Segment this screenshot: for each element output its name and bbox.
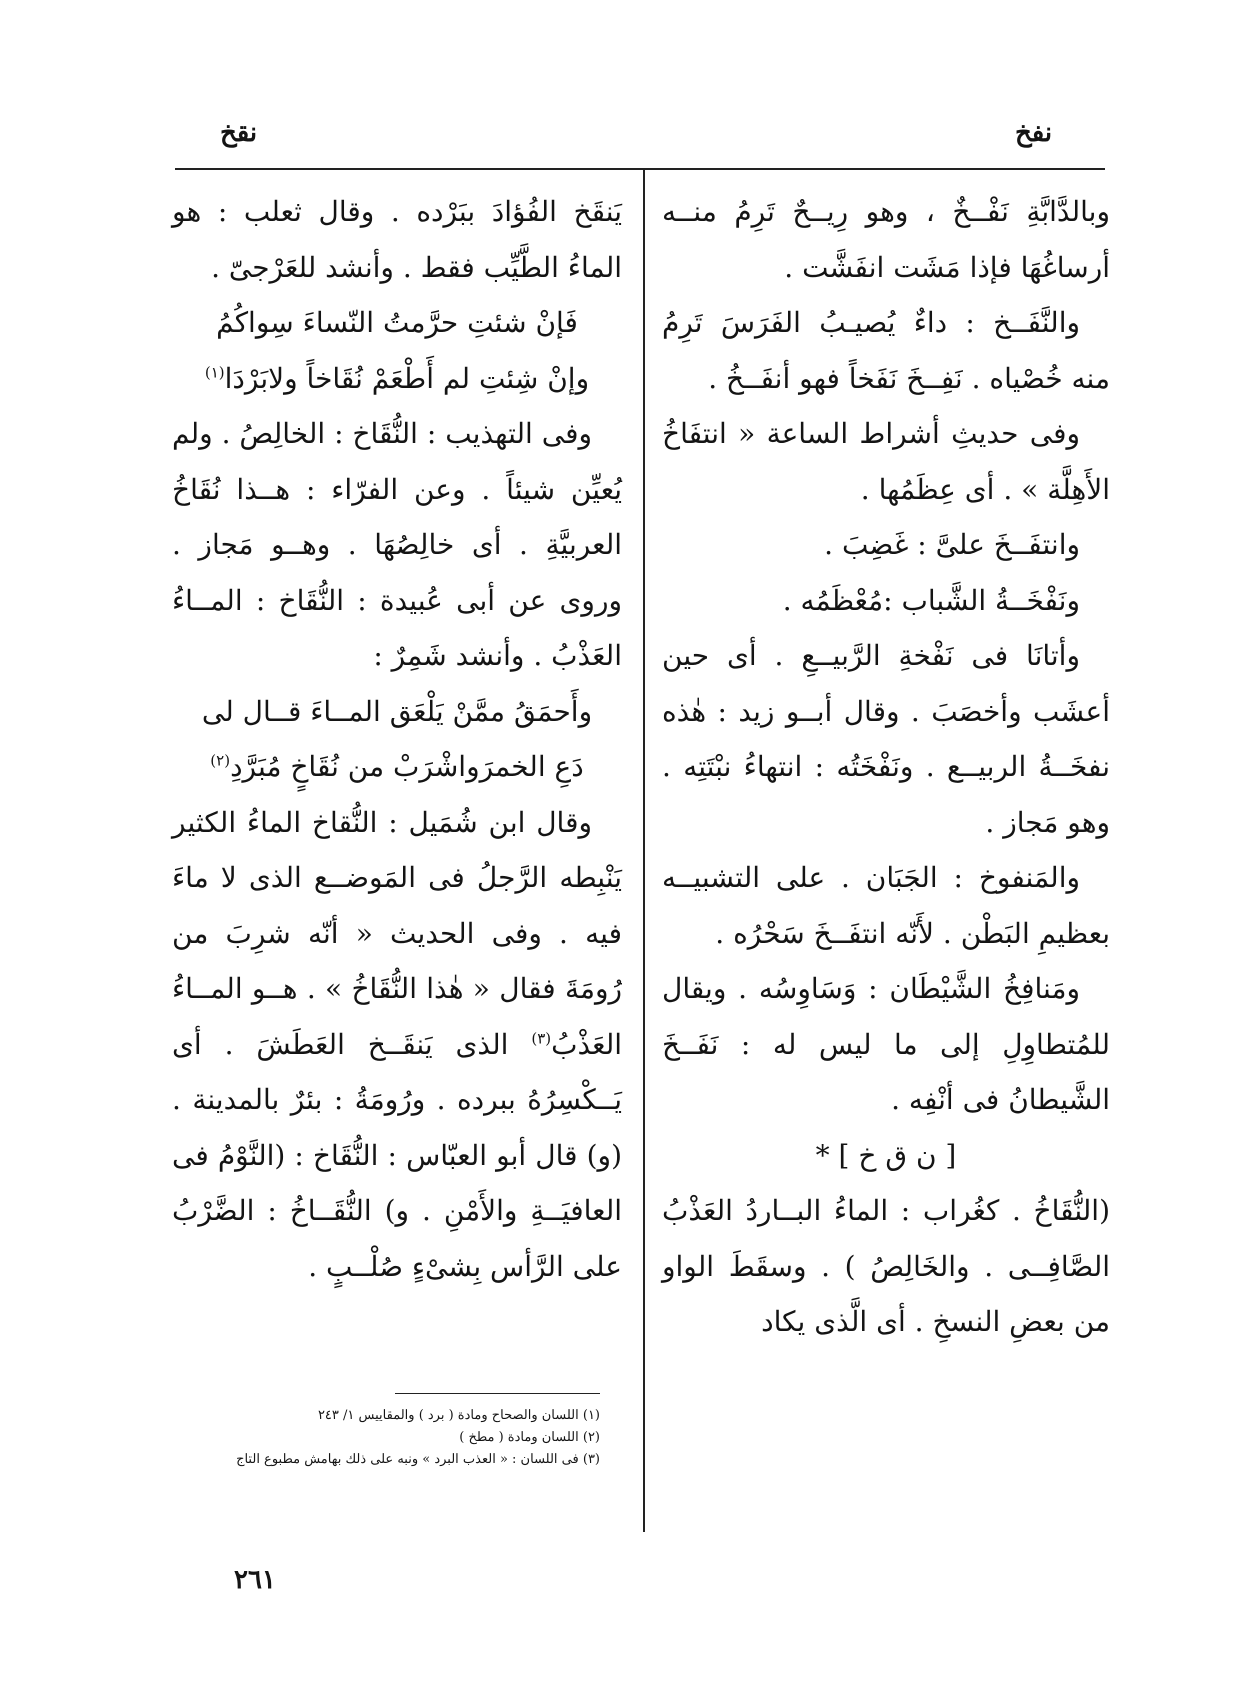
verse-line: فَإنْ شئتِ حرَّمتُ النّساءَ سِواكُمُ (216, 306, 578, 339)
entry-paragraph: ومَنافِخُ الشَّيْطَان : وَسَاوِسُه . ويقال للمُتطاوِلِ إلى ما ليس له : نَفَــخَ الشَّيطانُ فى أنْفِه . (662, 972, 1110, 1116)
footnote-rule (395, 1393, 600, 1394)
header-root-right: نفخ (1015, 118, 1053, 148)
entry-paragraph: (النُّقَاخُ . كغُراب : الماءُ البــاردُ العَذْبُ الصَّافِــى . والخَالِصُ ) . وسقَطَ الواو من بعضِ النسخِ . أى الَّذى يكاد (662, 1194, 1110, 1338)
header-root-left: نقخ (220, 118, 258, 148)
entry-paragraph: وفى حديثِ أشراط الساعة « انتفَاخُ الأَهِلَّة » . أى عِظَمُها . (662, 417, 1110, 506)
entry-paragraph (172, 795, 622, 1295)
footnote-marker: (١) (204, 363, 225, 382)
paragraph-text: الذى يَنقَــخ العَطَشَ . أى يَــكْسِرُهُ ببرده . ورُومَةُ : بئرٌ بالمدينة . (و) قال أبو العبّاس : النُّقَاخ : (النَّوْمُ فى العافيَــةِ والأَمْنِ . و) النُّقَــاخُ : الضَّرْبُ على الرَّأس بِشىْءٍ صُلْــبٍ . (172, 1027, 622, 1283)
entry-paragraph: وبالدَّابَّةِ نَفْــخٌ ، وهو رِيــحٌ تَرِمُ منــه أرساغُهَا فإذا مَشَت انفَشَّت . (662, 195, 1110, 284)
footnote: (٣) فى اللسان : « العذب البرد » ونبه على ذلك بهامش مطبوع التاج (236, 1452, 600, 1467)
entry-paragraph: وفى التهذيب : النُّقَاخ : الخالِصُ . ولم يُعيِّن شيئاً . وعن الفرّاء : هــذا نُقَاخُ العربيَّةِ . أى خالِصُهَا . وهــو مَجاز . وروى عن أبى عُبيدة : النُّقَاخ : المــاءُ العَذْبُ . وأنشد شَمِرٌ : (172, 417, 622, 672)
column-divider (643, 170, 645, 1532)
entry-paragraph: وأتانَا فى نَفْخةِ الرَّبيــعِ . أى حين أعشَب وأخصَبَ . وقال أبــو زيد : هٰذه نفخَــةُ الربيــع . ونَفْخَتُه : انتهاءُ نبْتَتِه . وهو مَجاز . (662, 639, 1110, 839)
verse-text: وإنْ شِئتِ لم أَطْعَمْ نُقَاخاً ولابَرْدَا (224, 361, 590, 395)
section-heading: [ ن ق خ ] * (815, 1138, 957, 1172)
entry-paragraph: والمَنفوخ : الجَبَان . على التشبيــه بعظيمِ البَطْن . لأَنّه انتفَــخَ سَحْرُه . (662, 861, 1110, 950)
page-number: ٢٦١ (234, 1565, 276, 1595)
entry-paragraph: والنَّفَــخ : داءٌ يُصيـبُ الفَرَسَ تَرِمُ منه خُصْياه . نَفِــخَ نَفَخاً فهو أنفَــخُ . (662, 306, 1110, 395)
verse-text: دَعِ الخمرَواشْرَبْ من نُقَاخٍ مُبَرَّدِ (230, 750, 584, 783)
right-column (662, 184, 1110, 1350)
footnote: (٢) اللسان ومادة ( مطخ ) (459, 1430, 600, 1445)
entry-paragraph: يَنقَخ الفُؤادَ ببَرْده . وقال ثعلب : هو الماءُ الطَّيِّب فقط . وأنشد للعَرْجىّ . (172, 195, 622, 284)
footnotes (175, 1405, 600, 1471)
footnote-marker: (٣) (531, 1029, 552, 1048)
footnote: (١) اللسان والصحاح ومادة ( برد ) والمقاييس ١/ ٢٤٣ (317, 1408, 600, 1423)
paragraph-text: وقال ابن شُمَيل : النُّقاخ الماءُ الكثير يَنْبِطه الرَّجلُ فى المَوضــع الذى لا ماءَ فيه . وفى الحديث « أنّه شرِبَ من رُومَةَ فقال « هٰذا النُّقَاخُ » . هــو المــاءُ العَذْبُ (172, 805, 622, 1061)
entry-paragraph: ونَفْخَــةُ الشَّباب :مُعْظَمُه . (782, 583, 1080, 617)
left-column (172, 184, 622, 1294)
verse-line: وأَحمَقُ ممَّنْ يَلْعَق المــاءَ قــال لى (201, 694, 593, 728)
verse-line (172, 351, 622, 407)
header-rule (175, 168, 1105, 170)
entry-paragraph: وانتفَــخَ علىَّ : غَضِبَ . (824, 528, 1080, 561)
footnote-marker: (٢) (210, 751, 231, 770)
verse-line (172, 739, 622, 795)
